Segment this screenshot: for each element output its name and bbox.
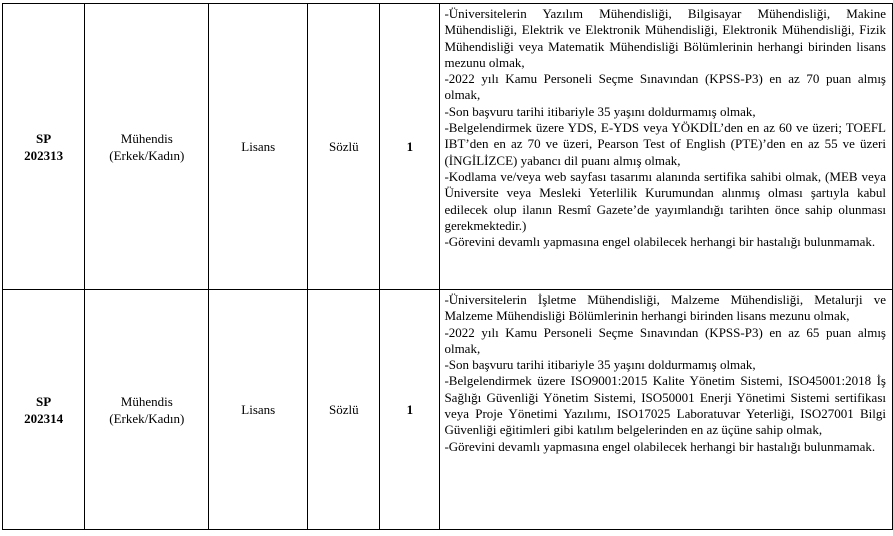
- position-title-cell: [85, 290, 209, 530]
- requirement-item: -Üniversitelerin Yazılım Mühendisliği, Bilgisayar Mühendisliği, Makine Mühendisliği, Elektrik ve Elektronik Mühendisliği, Elektronik Mühendisliği, Fizik Mühendisliği veya Matematik Mühendisliği Bölümlerinin herhangi birinden lisans mezunu olmak,: [444, 6, 886, 70]
- requirements-cell: [440, 290, 893, 530]
- position-code-prefix: SP: [36, 393, 52, 409]
- position-code-number: 202314: [24, 410, 64, 426]
- table-row: [3, 290, 893, 530]
- position-code-prefix: SP: [36, 130, 52, 146]
- requirement-item: -2022 yılı Kamu Personeli Seçme Sınavından (KPSS-P3) en az 70 puan almış olmak,: [444, 71, 886, 103]
- requirement-item: -Üniversitelerin İşletme Mühendisliği, Malzeme Mühendisliği, Metalurji ve Malzeme Mühendisliği Bölümlerinin herhangi birinden lisans mezunu olmak,: [444, 292, 886, 324]
- requirements-cell: [440, 4, 893, 290]
- exam-type-cell: Sözlü: [308, 4, 380, 290]
- position-count-cell: 1: [380, 290, 440, 530]
- position-code-cell: [3, 4, 85, 290]
- exam-type-cell: Sözlü: [308, 290, 380, 530]
- education-level-cell: Lisans: [209, 4, 308, 290]
- requirement-item: -Belgelendirmek üzere ISO9001:2015 Kalite Yönetim Sistemi, ISO45001:2018 İş Sağlığı Güvenliği Yönetim Sistemi, ISO50001 Enerji Yönetimi Sistemi sertifikası veya Proje Yönetimi Yazılımı, ISO17025 Laboratuvar Yeterliği, ISO27001 Bilgi Güvenliği eğitimleri gibi katılım belgelerinden en az üçüne sahip olmak,: [444, 373, 886, 438]
- position-count-cell: 1: [380, 4, 440, 290]
- position-title-cell: [85, 4, 209, 290]
- position-gender: (Erkek/Kadın): [109, 410, 185, 426]
- requirement-item: -Görevini devamlı yapmasına engel olabilecek herhangi bir hastalığı bulunmamak.: [444, 234, 876, 250]
- requirement-item: -Kodlama ve/veya web sayfası tasarımı alanında sertifika sahibi olmak, (MEB veya Üniversite veya Mesleki Yeterlilik Kurumundan alınmış olması şartıyla kabul edilecek olup ilanın Resmî Gazete’de yayımlandığı tarihten önce sahip olunması gerekmektedir.): [444, 168, 886, 233]
- requirement-item: -Son başvuru tarihi itibariyle 35 yaşını doldurmamış olmak,: [444, 357, 756, 373]
- position-title: Mühendis: [120, 130, 173, 146]
- requirement-item: -Belgelendirmek üzere YDS, E-YDS veya YÖKDİL’den en az 60 ve üzeri; TOEFL IBT’den en az 70 ve üzeri, Pearson Test of English (PTE)’den en az 55 ve üzeri (İNGİLİZCE) yabancı dil puanı almış olmak,: [444, 120, 886, 168]
- position-gender: (Erkek/Kadın): [109, 147, 185, 163]
- position-code-cell: [3, 290, 85, 530]
- position-code-number: 202313: [24, 147, 64, 163]
- requirement-item: -Son başvuru tarihi itibariyle 35 yaşını doldurmamış olmak,: [444, 103, 756, 119]
- education-level-cell: Lisans: [209, 290, 308, 530]
- table-row: [3, 4, 893, 290]
- position-title: Mühendis: [120, 393, 173, 409]
- requirement-item: -2022 yılı Kamu Personeli Seçme Sınavından (KPSS-P3) en az 65 puan almış olmak,: [444, 324, 886, 356]
- requirement-item: -Görevini devamlı yapmasına engel olabilecek herhangi bir hastalığı bulunmamak.: [444, 438, 876, 454]
- positions-table: [2, 3, 893, 530]
